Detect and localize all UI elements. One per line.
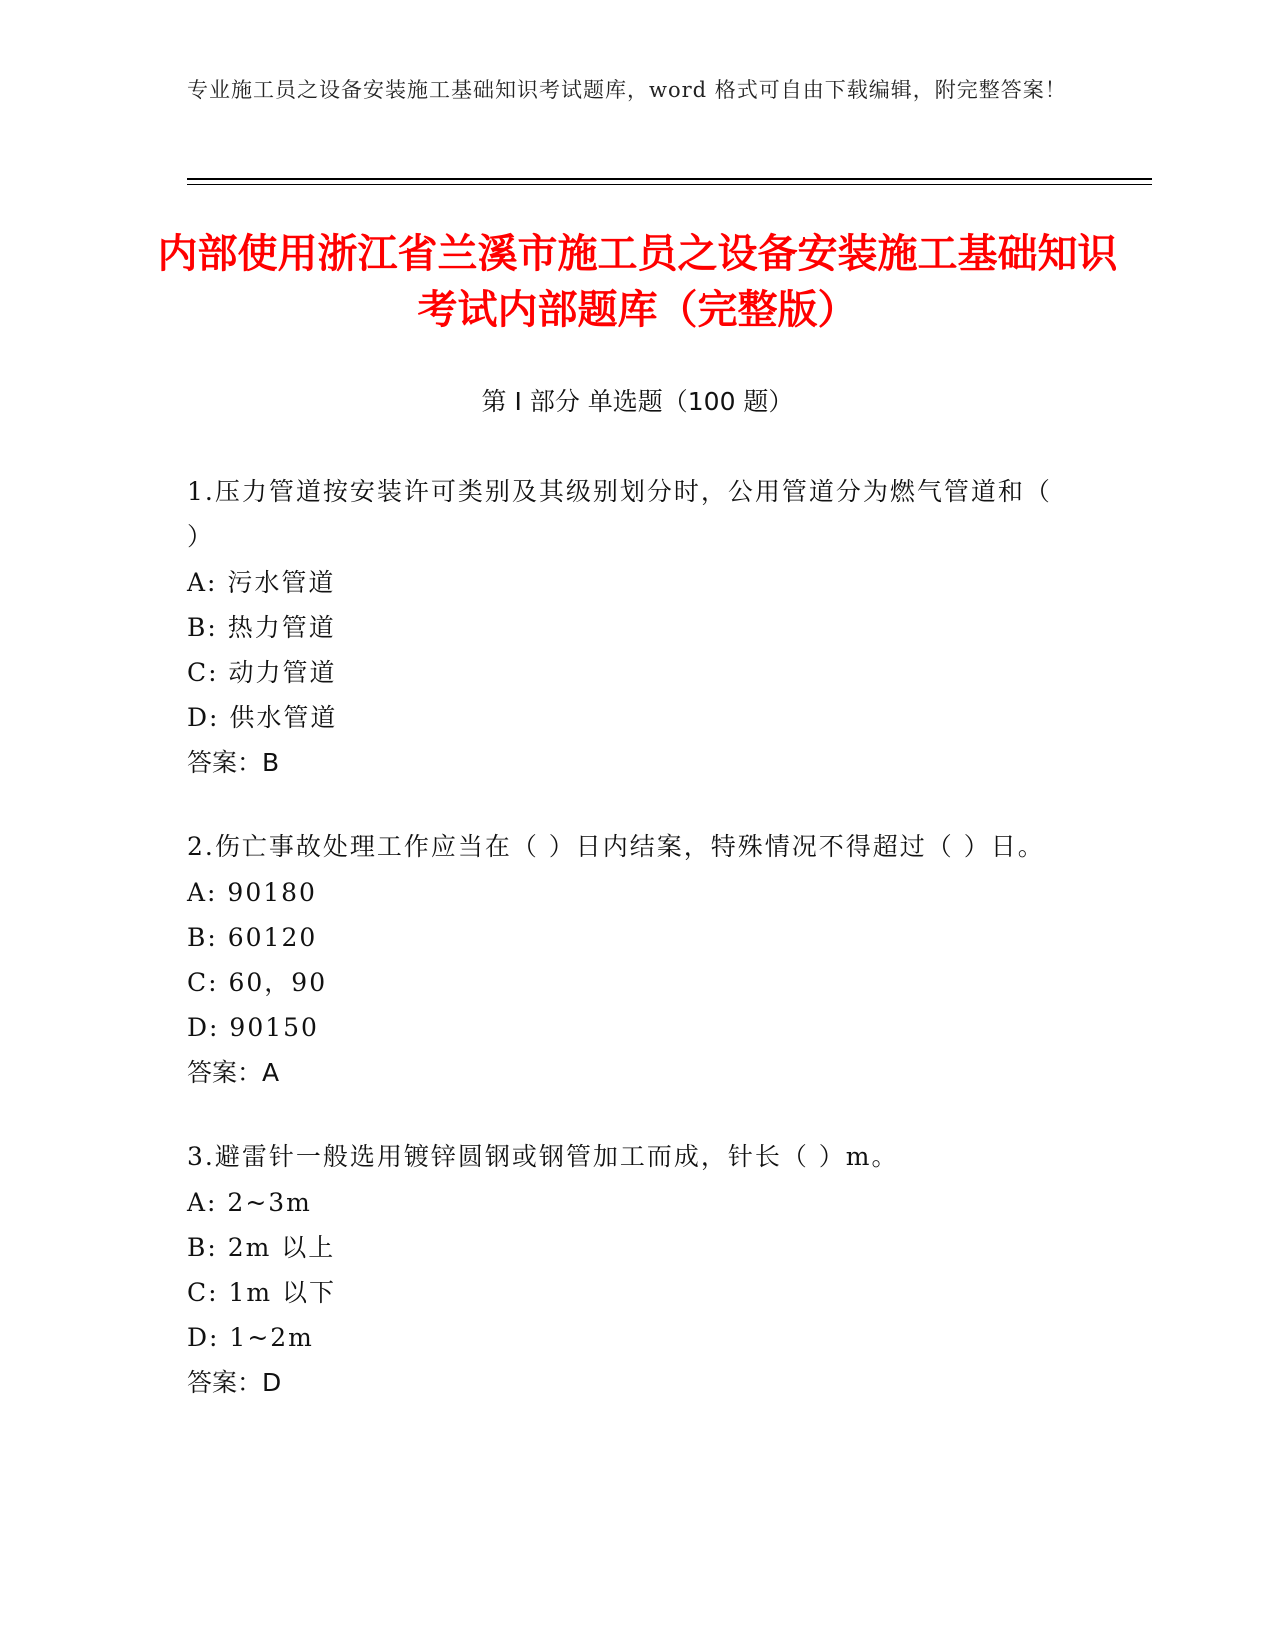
answer: 答案：D — [187, 1368, 282, 1397]
answer: 答案：B — [187, 748, 280, 777]
section-title: 第 I 部分 单选题（100 题） — [481, 387, 794, 416]
question-2 — [187, 824, 1067, 1095]
document-title: 内部使用浙江省兰溪市施工员之设备安装施工基础知识考试内部题库（完整版） — [157, 231, 1118, 333]
option-a: A: 90180 — [187, 878, 317, 907]
option-d: D: 1~2m — [187, 1323, 314, 1352]
option-c: C: 1m 以下 — [187, 1278, 337, 1307]
header-rule-thin — [187, 184, 1152, 185]
answer: 答案：A — [187, 1058, 280, 1087]
question-1 — [187, 469, 1067, 785]
option-c: C: 动力管道 — [187, 658, 337, 687]
header-rule-thick — [187, 178, 1152, 180]
option-a: A: 2~3m — [187, 1188, 312, 1217]
option-d: D: 90150 — [187, 1013, 319, 1042]
option-d: D: 供水管道 — [187, 703, 338, 732]
header-note: 专业施工员之设备安装施工基础知识考试题库，word 格式可自由下载编辑，附完整答案！ — [187, 78, 1067, 102]
option-a: A: 污水管道 — [187, 568, 336, 597]
question-stem: 2.伤亡事故处理工作应当在（ ）日内结案，特殊情况不得超过（ ）日。 — [187, 832, 1045, 861]
question-3 — [187, 1134, 1067, 1405]
option-c: C: 60，90 — [187, 968, 328, 997]
option-b: B: 热力管道 — [187, 613, 336, 642]
question-stem: 3.避雷针一般选用镀锌圆钢或钢管加工而成，针长（ ）m。 — [187, 1142, 899, 1171]
question-list — [187, 475, 1067, 1405]
option-b: B: 2m 以上 — [187, 1233, 336, 1262]
question-stem: 1.压力管道按安装许可类别及其级别划分时，公用管道分为燃气管道和（ ） — [187, 477, 1052, 551]
option-b: B: 60120 — [187, 923, 318, 952]
